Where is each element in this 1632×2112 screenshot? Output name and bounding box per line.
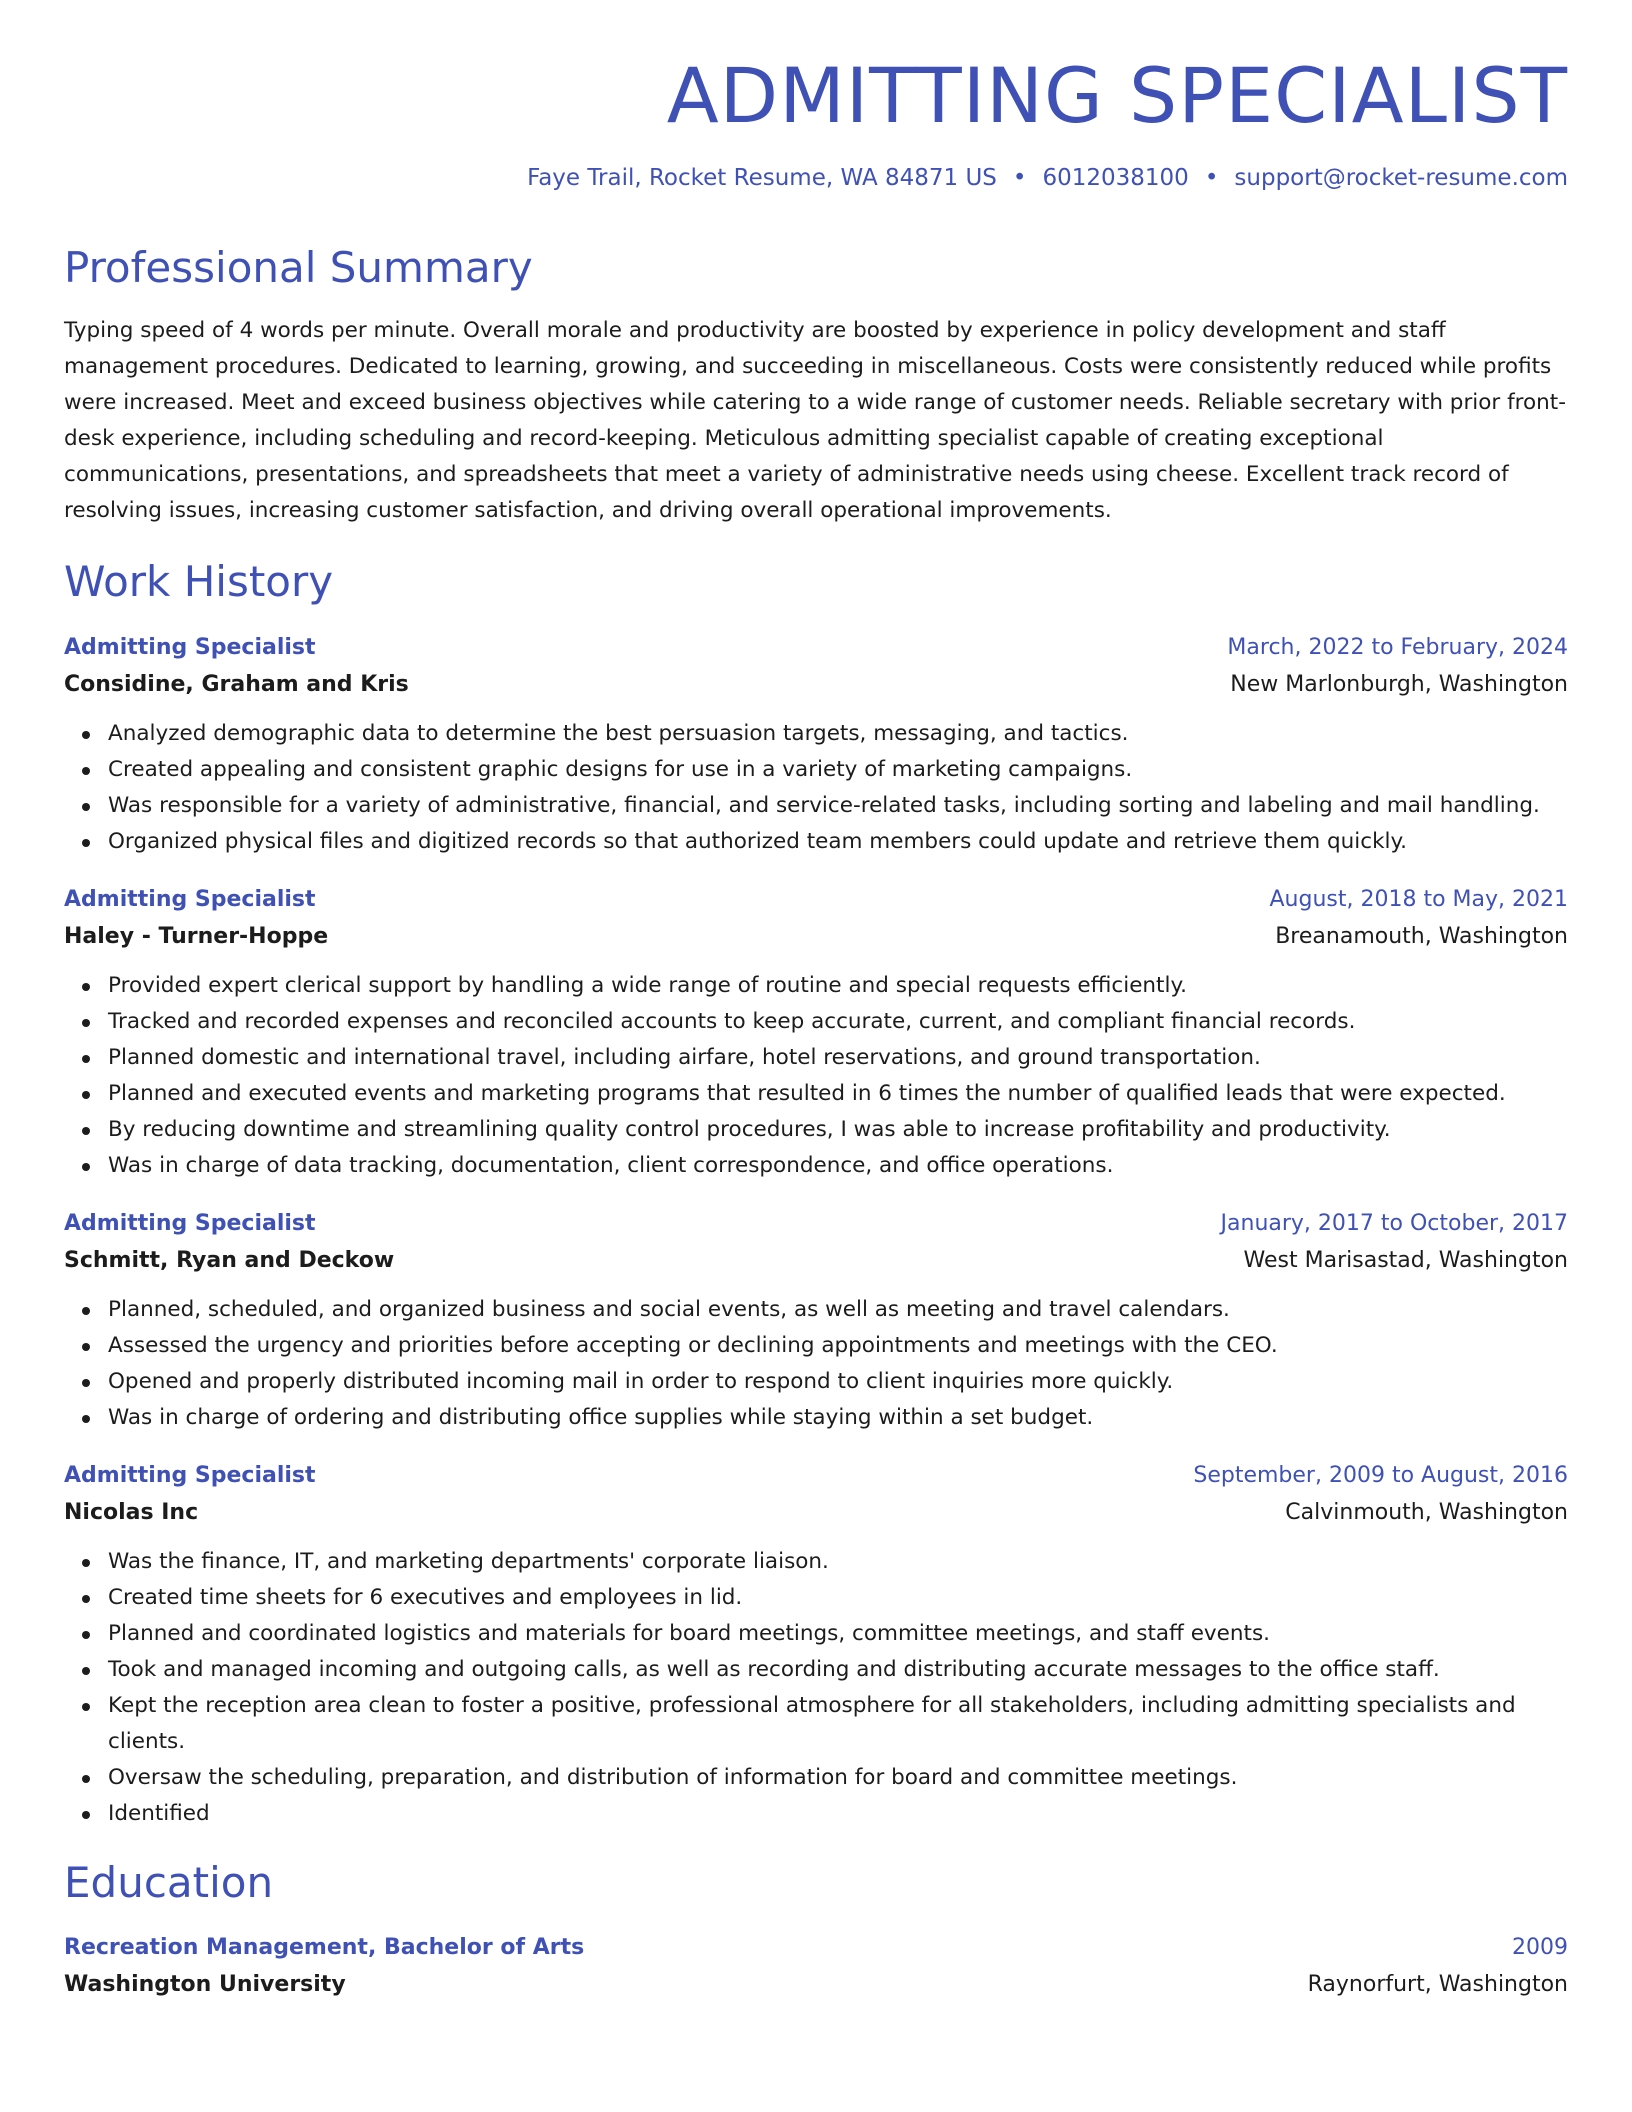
job-bullet: Took and managed incoming and outgoing calls, as well as recording and distributing accurate messages to the office staff. — [64, 1652, 1568, 1688]
job-dates: August, 2018 to May, 2021 — [1269, 886, 1568, 912]
job-title: Admitting Specialist — [64, 1210, 316, 1236]
job-dates: September, 2009 to August, 2016 — [1193, 1462, 1568, 1488]
job-entry — [64, 1206, 1568, 1436]
job-bullet: Planned, scheduled, and organized business and social events, as well as meeting and travel calendars. — [64, 1292, 1568, 1328]
job-entry — [64, 882, 1568, 1184]
job-company: Haley - Turner-Hoppe — [64, 923, 329, 949]
summary-text: Typing speed of 4 words per minute. Overall morale and productivity are boosted by experience in policy development and staff management procedures. Dedicated to learning, growing, and succeeding in miscellaneous. Costs were consistently reduced while profits were increased. Meet and exceed business objectives while catering to a wide range of customer needs. Reliable secretary with prior front-desk experience, including scheduling and record-keeping. Meticulous admitting specialist capable of creating exceptional communications, presentations, and spreadsheets that meet a variety of administrative needs using cheese. Excellent track record of resolving issues, increasing customer satisfaction, and driving overall operational improvements. — [64, 318, 1566, 524]
education-entry — [64, 1930, 1568, 2004]
job-bullet: Created time sheets for 6 executives and employees in lid. — [64, 1580, 1568, 1616]
job-bullet: Was in charge of ordering and distributing office supplies while staying within a set budget. — [64, 1400, 1568, 1436]
job-bullets — [64, 1544, 1568, 1832]
education-school: Washington University — [64, 1972, 346, 1998]
job-bullet: Oversaw the scheduling, preparation, and distribution of information for board and committee meetings. — [64, 1760, 1568, 1796]
job-entry — [64, 630, 1568, 860]
job-company: Nicolas Inc — [64, 1499, 199, 1525]
job-bullets — [64, 968, 1568, 1184]
job-bullet: Planned and executed events and marketing programs that resulted in 6 times the number of qualified leads that were expected. — [64, 1076, 1568, 1112]
job-bullet: Created appealing and consistent graphic designs for use in a variety of marketing campaigns. — [64, 752, 1568, 788]
job-title: Admitting Specialist — [64, 634, 316, 660]
education-year: 2009 — [1512, 1935, 1568, 1961]
job-bullet: Planned domestic and international travel, including airfare, hotel reservations, and ground transportation. — [64, 1040, 1568, 1076]
job-bullet: Assessed the urgency and priorities before accepting or declining appointments and meetings with the CEO. — [64, 1328, 1568, 1364]
resume-name: ADMITTING SPECIALIST — [666, 51, 1568, 140]
contact-separator: • — [1012, 165, 1027, 192]
job-location: West Marisastad, Washington — [1243, 1247, 1568, 1273]
job-bullet: Tracked and recorded expenses and reconciled accounts to keep accurate, current, and compliant financial records. — [64, 1004, 1568, 1040]
contact-separator: • — [1204, 165, 1219, 192]
job-bullet: Was in charge of data tracking, documentation, client correspondence, and office operations. — [64, 1148, 1568, 1184]
job-dates: March, 2022 to February, 2024 — [1227, 634, 1568, 660]
job-dates: January, 2017 to October, 2017 — [1220, 1210, 1568, 1236]
job-bullet: Opened and properly distributed incoming mail in order to respond to client inquiries more quickly. — [64, 1364, 1568, 1400]
contact-email: support@rocket-resume.com — [1234, 165, 1568, 192]
contact-line — [64, 165, 1568, 193]
job-bullet: Provided expert clerical support by handling a wide range of routine and special requests efficiently. — [64, 968, 1568, 1004]
job-bullet: Organized physical files and digitized records so that authorized team members could update and retrieve them quickly. — [64, 824, 1568, 860]
job-entry — [64, 1458, 1568, 1832]
job-title: Admitting Specialist — [64, 886, 316, 912]
job-bullet: By reducing downtime and streamlining quality control procedures, I was able to increase profitability and productivity. — [64, 1112, 1568, 1148]
job-bullet: Kept the reception area clean to foster a positive, professional atmosphere for all stakeholders, including admitting specialists and clients. — [64, 1688, 1568, 1760]
job-bullet: Identified — [64, 1796, 1568, 1832]
job-location: New Marlonburgh, Washington — [1230, 671, 1568, 697]
job-location: Calvinmouth, Washington — [1285, 1499, 1568, 1525]
job-title: Admitting Specialist — [64, 1462, 316, 1488]
education-location: Raynorfurt, Washington — [1307, 1972, 1568, 1998]
job-bullet: Was the finance, IT, and marketing departments' corporate liaison. — [64, 1544, 1568, 1580]
work-history-section-title: Work History — [64, 557, 334, 607]
job-bullets — [64, 1292, 1568, 1436]
job-bullet: Planned and coordinated logistics and materials for board meetings, committee meetings, and staff events. — [64, 1616, 1568, 1652]
contact-phone: 6012038100 — [1042, 165, 1189, 192]
education-section-title: Education — [64, 1857, 274, 1907]
job-location: Breanamouth, Washington — [1275, 923, 1568, 949]
job-company: Schmitt, Ryan and Deckow — [64, 1247, 395, 1273]
job-bullets — [64, 716, 1568, 860]
contact-address: Faye Trail, Rocket Resume, WA 84871 US — [527, 165, 997, 192]
job-bullet: Was responsible for a variety of administrative, financial, and service-related tasks, including sorting and labeling and mail handling. — [64, 788, 1568, 824]
summary-section-title: Professional Summary — [64, 242, 533, 292]
job-company: Considine, Graham and Kris — [64, 671, 409, 697]
job-bullet: Analyzed demographic data to determine the best persuasion targets, messaging, and tactics. — [64, 716, 1568, 752]
education-degree: Recreation Management, Bachelor of Arts — [64, 1935, 585, 1961]
